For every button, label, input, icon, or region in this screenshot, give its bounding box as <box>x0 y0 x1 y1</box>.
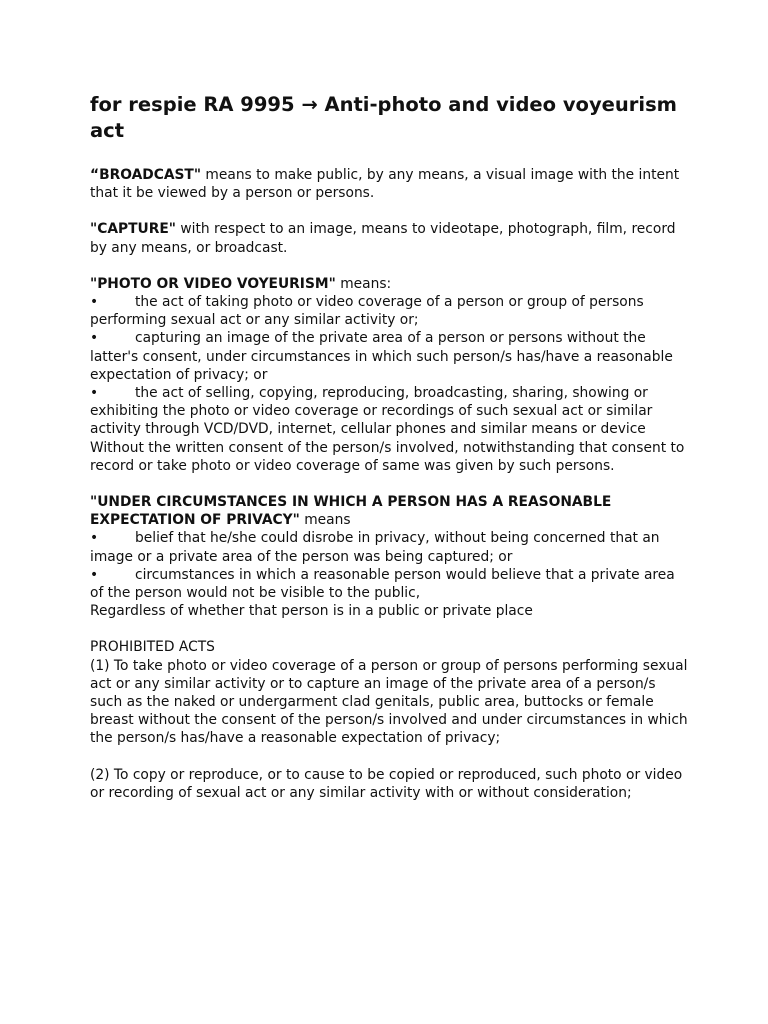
bullet-icon: • <box>90 330 99 347</box>
prohibited-act-2-block <box>90 766 690 802</box>
list-item <box>90 566 690 602</box>
expectation-closing: Regardless of whether that person is in a public or private place <box>90 603 533 620</box>
capture-definition <box>90 220 690 256</box>
list-item-text: belief that he/she could disrobe in privacy, without being concerned that an image or a private area of the person was being captured; or <box>90 530 660 565</box>
prohibited-acts-heading: PROHIBITED ACTS <box>90 639 215 656</box>
expectation-intro: means <box>299 512 351 529</box>
broadcast-term: “BROADCAST" <box>90 167 202 183</box>
list-item <box>90 329 690 384</box>
voyeurism-heading <box>90 275 690 293</box>
expectation-heading <box>90 493 690 529</box>
voyeurism-intro: means: <box>335 275 392 292</box>
voyeurism-term: "PHOTO OR VIDEO VOYEURISM" <box>90 275 336 292</box>
list-item-text: circumstances in which a reasonable person would believe that a private area of the person would not be visible to the public, <box>90 566 675 602</box>
expectation-definition <box>90 493 690 620</box>
bullet-icon: • <box>90 566 99 583</box>
list-item-text: capturing an image of the private area of a person or persons without the latter's consent, under circumstances in which such person/s has/have a reasonable expectation of privacy; or <box>90 330 673 383</box>
prohibited-act-1: (1) To take photo or video coverage of a person or group of persons performing sexual act or any similar activity or to capture an image of the private area of a person/s such as the naked or undergarment clad genitals, public area, buttocks or female breast without the consent of the person/s involved and under circumstances in which the person/s has/have a reasonable expectation of privacy; <box>90 657 688 747</box>
voyeurism-closing: Without the written consent of the person/s involved, notwithstanding that consent to record or take photo or video coverage of same was given by such persons. <box>90 439 685 474</box>
broadcast-definition <box>90 166 690 202</box>
list-item-text: the act of taking photo or video coverage of a person or group of persons performing sexual act or any similar activity or; <box>90 294 644 329</box>
capture-term: "CAPTURE" <box>90 221 176 238</box>
capture-text: with respect to an image, means to videotape, photograph, film, record by any means, or broadcast. <box>90 221 676 256</box>
bullet-icon: • <box>90 385 99 402</box>
bullet-icon: • <box>90 530 99 547</box>
prohibited-act-2: (2) To copy or reproduce, or to cause to be copied or reproduced, such photo or video or recording of sexual act or any similar activity with or without consideration; <box>90 766 683 801</box>
list-item <box>90 293 690 329</box>
document-page <box>90 92 690 802</box>
document-title: for respie RA 9995 → Anti-photo and video voyeurism act <box>90 93 677 142</box>
expectation-term: "UNDER CIRCUMSTANCES IN WHICH A PERSON HAS A REASONABLE EXPECTATION OF PRIVACY" <box>90 494 612 529</box>
bullet-icon: • <box>90 294 99 311</box>
broadcast-text: means to make public, by any means, a visual image with the intent that it be viewed by a person or persons. <box>90 167 680 202</box>
list-item <box>90 384 690 439</box>
list-item-text: the act of selling, copying, reproducing, broadcasting, sharing, showing or exhibiting the photo or video coverage or recordings of such sexual act or similar activity through VCD/DVD, internet, cellular phones and similar means or device <box>90 385 653 438</box>
list-item <box>90 529 690 565</box>
voyeurism-definition <box>90 275 690 475</box>
prohibited-acts-section <box>90 638 690 747</box>
